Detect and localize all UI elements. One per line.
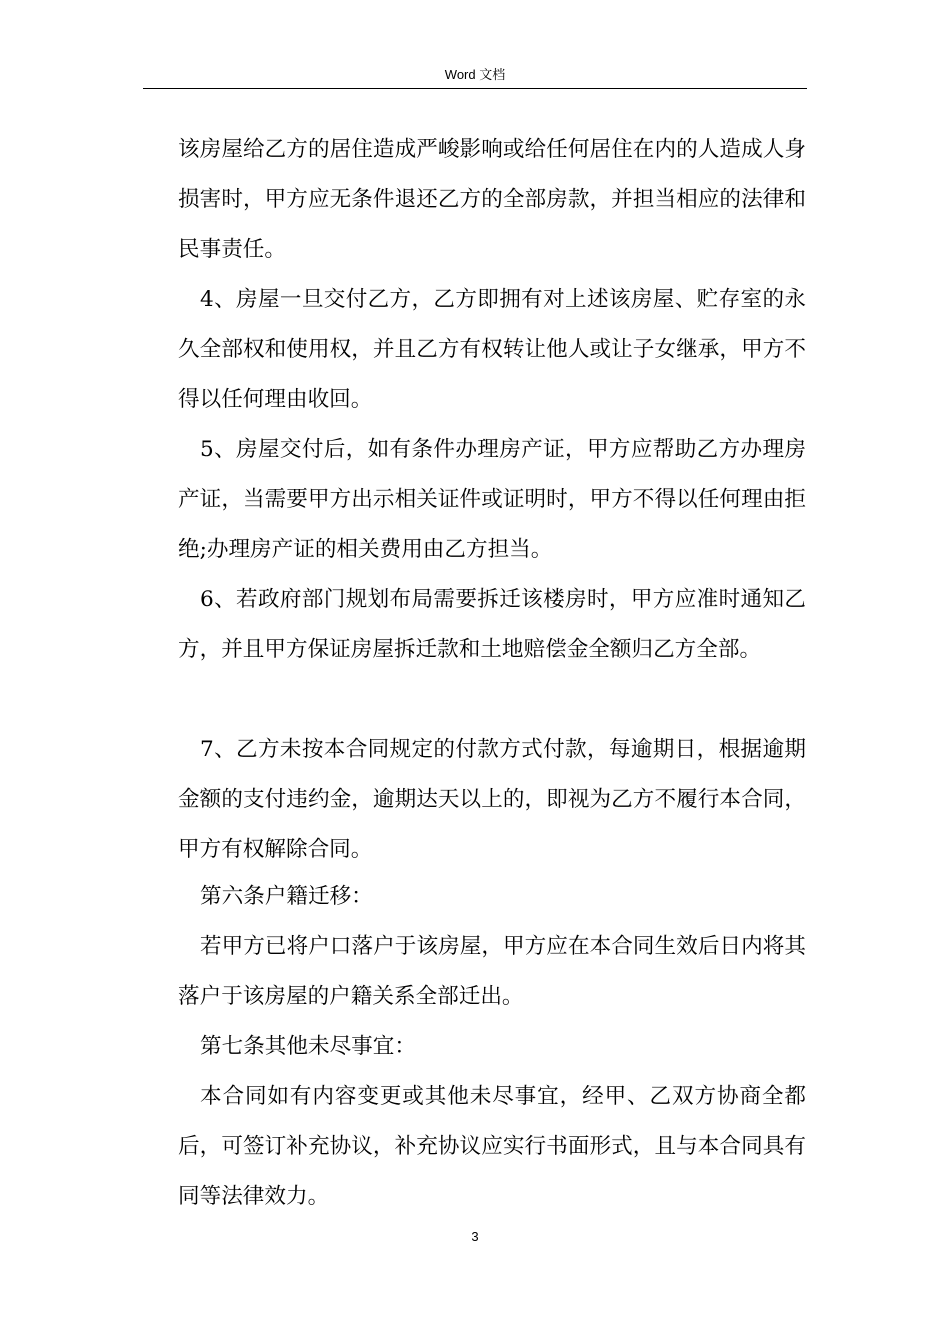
paragraph-other-matters: 本合同如有内容变更或其他未尽事宜，经甲、乙双方协商全都后，可签订补充协议，补充协议应实行书面形式，且与本合同具有同等法律效力。 (178, 1084, 806, 1209)
article-7-heading: 第七条其他未尽事宜： (200, 1034, 416, 1059)
header-divider (143, 88, 807, 89)
paragraph-item-5: 5、房屋交付后，如有条件办理房产证，甲方应帮助乙方办理房产证，当需要甲方出示相关证件或证明时，甲方不得以任何理由拒绝;办理房产证的相关费用由乙方担当。 (178, 437, 806, 562)
paragraph-item-7: 7、乙方未按本合同规定的付款方式付款，每逾期日，根据逾期金额的支付违约金，逾期达天以上的，即视为乙方不履行本合同，甲方有权解除合同。 (178, 737, 806, 862)
paragraph-continuation: 该房屋给乙方的居住造成严峻影响或给任何居住在内的人造成人身损害时，甲方应无条件退还乙方的全部房款，并担当相应的法律和民事责任。 (178, 137, 806, 262)
paragraph-item-6: 6、若政府部门规划布局需要拆迁该楼房时，甲方应准时通知乙方，并且甲方保证房屋拆迁款和土地赔偿金全额归乙方全部。 (178, 587, 806, 662)
paragraph-item-4: 4、房屋一旦交付乙方，乙方即拥有对上述该房屋、贮存室的永久全部权和使用权，并且乙方有权转让他人或让子女继承，甲方不得以任何理由收回。 (178, 287, 806, 412)
page-number: 3 (471, 1229, 479, 1244)
article-6-heading: 第六条户籍迁移： (200, 884, 373, 909)
paragraph-household-registration: 若甲方已将户口落户于该房屋，甲方应在本合同生效后日内将其落户于该房屋的户籍关系全部迁出。 (178, 934, 806, 1009)
page-header-title: Word 文档 (444, 67, 506, 82)
